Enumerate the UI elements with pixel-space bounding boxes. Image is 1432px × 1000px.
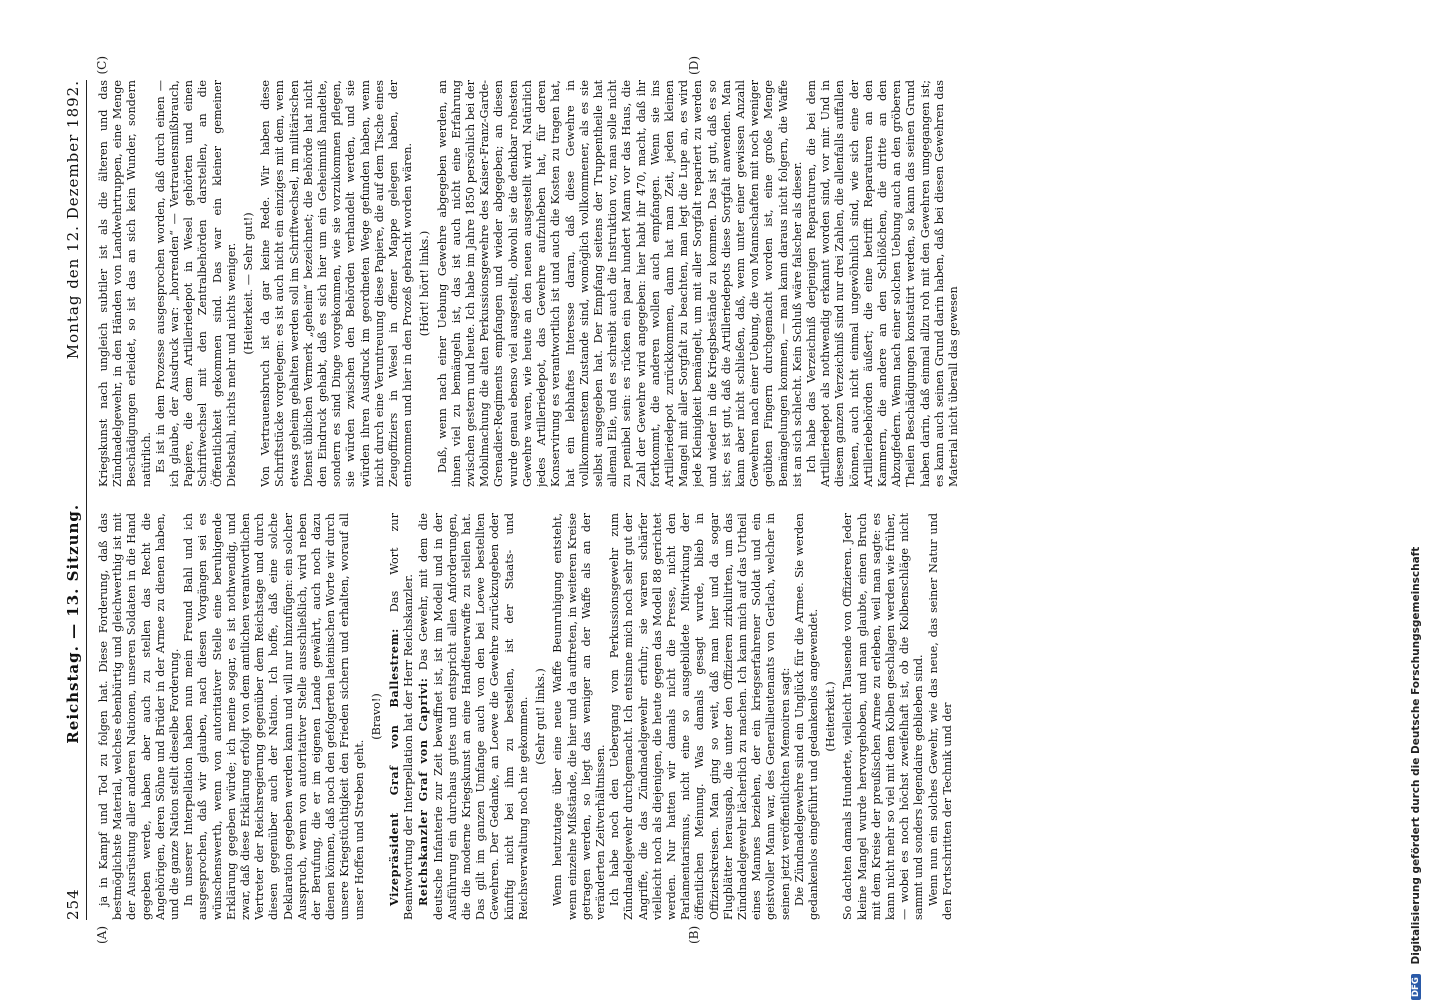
interjection: (Bravo!) [369,693,383,740]
interjection: (Heiterkeit. — Sehr gut!) [242,212,256,355]
digitization-note-wrap [1410,0,1422,1000]
text-paragraph: ja in Kampf und Tod zu folgen hat. Diese Forderung, daß das bestmöglichste Material, welches ebenbürtig und gleichwerthig ist mit der Ausrüstung aller anderen Nationen, unseren Soldaten in die Hand gegeben werde, haben aber auch zu stellen das Recht die Angehörigen, deren Söhne und Brüder in der Armee zu dienen haben, und die ganze Nation stellt dieselbe Forderung. [97,513,182,920]
interjection: (Heiterkeit.) [824,681,838,752]
interjection: (Sehr gut! links.) [534,668,548,765]
speaker-name: Reichskanzler Graf von Caprivi: [416,677,431,906]
text-paragraph: Ich habe das Verzeichniß derjenigen Reparaturen, die bei dem Artilleriedepot als nothwendig erkannt worden sind, vor mir. Und in diesem ganzen Verzeichniß sind nur drei Zahlen, die allenfalls auffallen können, auch nicht einmal ungewöhnlich sind, wie sich eine der Artilleriebehörden äußert; die eine betrifft Reparaturen an den Kammern, die andere an den Schlößchen, die dritte an den Abzugfedern. Wenn nach einer solchen Uebung auch an den gröberen Theilen Beschädigungen konstatirt werden, so kann das seinen Grund haben darin, daß einmal allzu roh mit den Gewehren umgegangen ist; es kann auch seinen Grund darin haben, daß bei diesen Gewehren das Material nicht überall das gewesen [804,80,960,487]
speech-paragraph [416,513,531,920]
session-date: Montag den 12. Dezember 1892. [64,80,82,360]
text-paragraph: Von Vertrauensbruch ist da gar keine Rede. Wir haben diese Schriftstücke vorgelegen: es ist auch nicht ein einziges mit dem, wenn etwas geheim gehalten werden soll im Schriftwechsel, im militärischen Dienst üblichen Vermerk „geheim“ bezeichnet; die Behörde hat nicht den Eindruck gehabt, daß es sich hier um ein Geheimniß handelte, sondern es sind Dinge vorgekommen, wie sie vorzukommen pflegen, sie würden zwischen den Behörden verhandelt werden, und sie würden ihren Ausdruck im geordneten Wege gefunden haben, wenn nicht durch eine Veruntreuung diese Papiere, die auf dem Tische eines Zeugoffiziers in Wesel in offener Mappe gelegen haben, der entnommen und hier in den Prozeß gebracht worden wären. [259,80,415,487]
text-paragraph: So dachten damals Hunderte, vielleicht Tausende von Offizieren. Jeder kleine Mangel wurde hervorgehoben, und man glaubte, einen Bruch mit dem Kreise der preußischen Armee zu erleben, weil man sagte: es kann nicht mehr so viel mit dem Kolben geschlagen werden wie früher, — wobei es noch höchst zweifelhaft ist, ob die Kolbenschläge nicht sammt und sonders legendaire geblieben sind. [841,513,926,920]
text-column-left [97,513,1352,920]
interjection: (Hört! hört! links.) [418,230,432,337]
text-paragraph: Es ist in dem Prozesse ausgesprochen worden, daß durch einen — ich glaube, der Ausdruck war: „horrenden“ — Vertrauensmißbrauch, Papiere, die dem Artilleriedepot in Wesel gehörten und einen Schriftwechsel mit den Zentralbehörden darstellen, an die Öffentlichkeit gekommen sind. Das war ein kleiner gemeiner Diebstahl, nichts mehr und nichts weniger. [153,80,238,487]
digitization-footer [1410,0,1428,1000]
page-header [64,80,87,920]
speaker-name: Vizepräsident Graf von Ballestrem: [387,628,402,906]
page-number: 254 [64,888,82,920]
margin-mark-b: (B) [687,925,701,944]
text-paragraph: Wenn nun ein solches Gewehr, wie das neue, das seiner Natur und den Fortschritten der Technik und der [926,513,954,920]
text-column-right [97,80,1352,487]
margin-mark-d: (D) [687,56,701,75]
margin-mark-a: (A) [95,925,109,944]
text-paragraph: In unserer Interpellation haben nun mein Freund Bahl und ich ausgesprochen, daß wir glauben, nach diesen Vorgängen sei es wünschenswerth, wenn von autoritativer Stelle eine beruhigende Erklärung gegeben würde; ich meine sogar, es ist nothwendig, und zwar, daß diese Erklärung erfolgt von dem amtlichen verantwortlichen Vertreter der Reichsregierung gegenüber dem Reichstage und durch diesen gegenüber auch der Nation. Ich hoffe, daß eine solche Deklaration gegeben werden kann und will nur hinzufügen: ein solcher Ausspruch, wenn von autoritativer Stelle ausschließlich, wird neben der Berufung, die er im eigenen Lande gewährt, auch noch dazu dienen können, daß noch den gefolgerten lateinischen Worte wir durch unsere Kriegstüchtigkeit den Frieden sichern und erhalten, worauf all unser Hoffen und Streben geht. [182,513,366,920]
text-columns [95,56,1352,944]
text-paragraph: Kriegskunst nach ungleich subtiler ist als die älteren und das Zündnadelgewehr, in den Händen von Landwehrtruppen, eine Menge Beschädigungen erleidet, so ist das an sich kein Wunder, sondern natürlich. [97,80,153,487]
speech-paragraph [387,513,416,920]
text-paragraph: Wenn heutzutage über eine neue Waffe Beunruhigung entsteht, wenn einzelne Mißstände, die hier und da auftreten, in weiteren Kreise getragen werden, so liegt das weniger an der Waffe als an der veränderten Zeitverhältnissen. [551,513,607,920]
dfg-logo: DFG [1411,974,1421,1000]
speech-text: Das Gewehr, mit dem die deutsche Infanterie zur Zeit bewaffnet ist, ist im Modell und in der Ausführung ein durchaus gutes und entspricht allen Anforderungen, die die moderne Kriegskunst an eine Handfeuerwaffe zu stellen hat. Das gilt im ganzen Umfange auch von den bei Loewe bestellten Gewehren. Der Gedanke, an Loewe die Gewehre zurückzugeben oder künftig nicht bei ihm zu bestellen, ist der Staats- und Reichsverwaltung noch nie gekommen. [417,513,530,920]
margin-mark-c: (C) [95,56,109,75]
text-paragraph: Ich habe noch den Uebergang vom Perkussionsgewehr zum Zündnadelgewehr durchgemacht. Ich entsinne mich noch sehr gut der Angriffe, die das Zündnadelgewehr erfuhr; sie waren schärfer vielleicht noch als diejenigen, die heute gegen das Modell 88 gerichtet werden. Nur hatten wir damals nicht die Presse, nicht den Parlamentarismus, nicht eine so ausgebildete Mitwirkung der öffentlichen Meinung. Was damals gesagt wurde, blieb in Offizierskreisen. Man ging so weit, daß man hier und da sogar Flugblätter herausgab, die unter den Offizieren zirkulirten, um das Zündnadelgewehr lächerlich zu machen. Ich kann mich auf das Urtheil eines Mannes beziehen, der ein kriegserfahrener Soldat und ein geistvoller Mann war, des Generallieutenants von Gerlach, welcher in seinen jetzt veröffentlichten Memoiren sagt: [608,513,792,920]
digitization-note: Digitalisierung gefördert durch die Deutsche Forschungsgemeinschaft [1410,546,1422,965]
document-page [36,50,1396,950]
text-paragraph: Die Zündnadelgewehre sind ein Unglück für die Armee. Sie werden gedankenlos eingeführt und gedankenlos angewendet. [792,513,820,920]
text-paragraph: Daß, wenn nach einer Uebung Gewehre abgegeben werden, an ihnen viel zu bemängeln ist, das ist auch nicht eine Erfahrung zwischen gestern und heute. Ich habe im Jahre 1850 persönlich bei der Mobilmachung die alten Perkussionsgewehre des Kaiser-Franz-Garde-Grenadier-Regiments empfangen und wieder abgegeben; an diesen wurde genau ebenso viel ausgestellt, obwohl sie die denkbar rohesten Gewehre waren, wie heute an den neuen ausgestellt wird. Natürlich jedes Artilleriedepot, das Gewehre aufzuheben hat, für deren Konservirung es verantwortlich ist und auch die Kosten zu tragen hat, hat ein lebhaftes Interesse daran, daß diese Gewehre in vollkommenstem Zustande sind, womöglich vollkommener, als es sie selbst ausgegeben hat. Der Empfang seitens der Truppentheile hat allemal Eile, und es schreibt auch die Instruktion vor, man solle nicht zu penibel sein: es rücken ein paar hundert Mann vor das Haus, die Zahl der Gewehre wird angegeben: hier habt ihr 470, macht, daß ihr fortkommt, die anderen wollen auch empfangen. Wenn sie ins Artilleriedepot zurückkommen, dann hat man Zeit, jeden kleinen Mangel mit aller Sorgfalt zu beachten, man legt die Lupe an, es wird jede Kleinigkeit bemängelt, um mit aller Sorgfalt repariert zu werden und wieder in die Kriegsbestände zu kommen. Das ist gut, daß es so ist; es ist gut, daß die Artilleriedepots diese Sorgfalt anwenden. Man kann aber nicht schließen, daß, wenn unter einer gewissen Anzahl Gewehren nach einer Uebung, die von Mannschaften mit noch weniger geübten Fingern durchgemacht worden ist, eine große Menge Bemängelungen kommen, — man kann daraus nicht folgern, die Waffe ist an sich schlecht. Kein Schluß wäre falscher als dieser. [435,80,804,487]
speech-text: Das Wort zur Beantwortung der Interpellation hat der Herr Reichskanzler. [388,513,416,920]
running-title: Reichstag. — 13. Sitzung. [64,503,82,744]
